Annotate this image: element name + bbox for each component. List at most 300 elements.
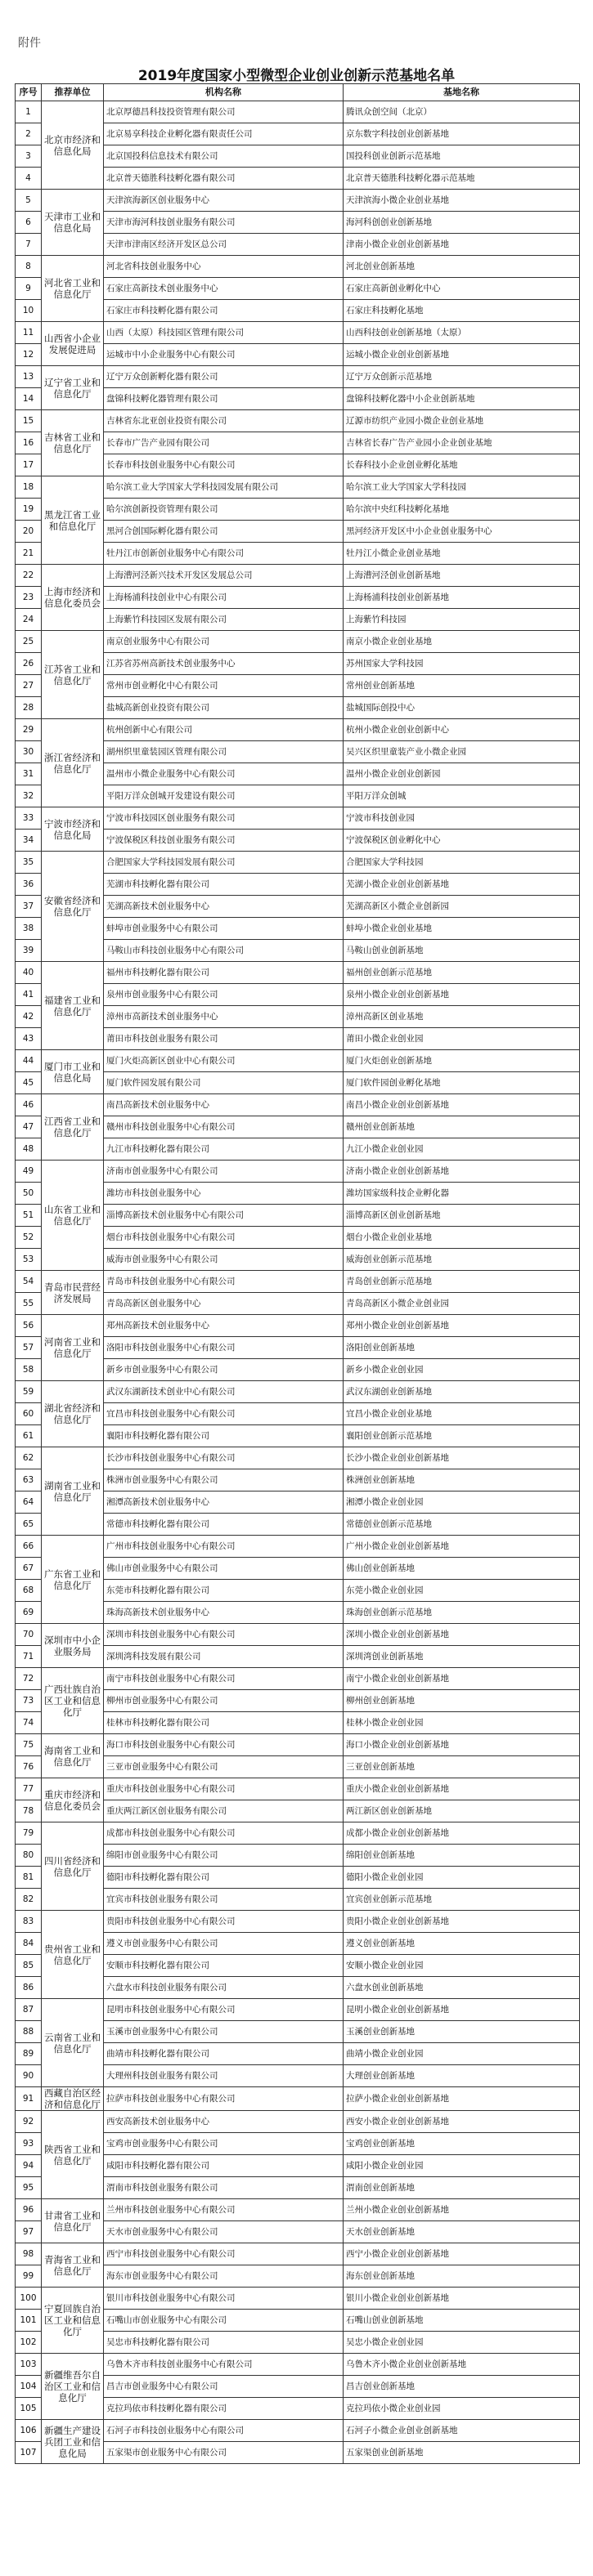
row-serial: 82 [16,1889,42,1911]
base-name-cell: 西宁小微企业创业创新基地 [344,2243,580,2265]
recommender-cell: 广西壮族自治区工业和信息化厅 [42,1668,104,1734]
table-row [16,410,580,432]
institution-cell: 洛阳市科技创业服务中心有限公司 [104,1337,344,1359]
institution-cell: 六盘水市科技创业服务有限公司 [104,1977,344,1999]
base-name-cell: 杭州小微企业创业创新中心 [344,719,580,741]
base-name-cell: 安顺小微企业创业园 [344,1955,580,1977]
header-base: 基地名称 [344,84,580,101]
base-name-cell: 石家庄高新创业孵化中心 [344,278,580,300]
base-name-cell: 洛阳创业创新基地 [344,1337,580,1359]
institution-cell: 深圳市科技创业服务中心有限公司 [104,1624,344,1646]
institution-cell: 西安高新技术创业服务中心 [104,2111,344,2133]
recommender-cell: 吉林省工业和信息化厅 [42,410,104,476]
table-row [16,1911,580,1933]
institution-cell: 株洲市创业服务中心有限公司 [104,1469,344,1491]
row-serial: 62 [16,1447,42,1469]
recommender-cell: 安徽省经济和信息化厅 [42,852,104,962]
row-serial: 79 [16,1822,42,1845]
row-serial: 72 [16,1668,42,1690]
institution-cell: 银川市科技创业服务中心有限公司 [104,2288,344,2310]
base-name-cell: 京东数字科技创业创新基地 [344,123,580,145]
institution-cell: 郑州高新技术创业服务中心 [104,1315,344,1337]
row-serial: 54 [16,1271,42,1293]
base-name-cell: 黑河经济开发区中小企业创业服务中心 [344,521,580,543]
base-name-cell: 珠海创业创新示范基地 [344,1602,580,1624]
base-name-cell: 大理创业创新基地 [344,2065,580,2087]
recommender-cell: 天津市工业和信息化局 [42,190,104,256]
base-name-cell: 宁波市科技创业园 [344,807,580,830]
base-name-cell: 威海创业创新示范基地 [344,1249,580,1271]
row-serial: 66 [16,1536,42,1558]
institution-cell: 德阳市科技孵化器有限公司 [104,1867,344,1889]
row-serial: 34 [16,830,42,852]
recommender-cell: 四川省经济和信息化厅 [42,1822,104,1911]
table-row [16,322,580,344]
institution-cell: 玉溪市创业服务中心有限公司 [104,2021,344,2043]
institution-cell: 烟台市科技创业服务中心有限公司 [104,1227,344,1249]
base-name-cell: 成都小微企业创业创新基地 [344,1822,580,1845]
row-serial: 88 [16,2021,42,2043]
base-name-cell: 盘锦科技孵化器中小企业创新基地 [344,388,580,410]
base-name-cell: 五家渠创业创新基地 [344,2442,580,2464]
institution-cell: 天津市海河科技创业服务有限公司 [104,212,344,234]
row-serial: 81 [16,1867,42,1889]
institution-cell: 温州市小微企业服务中心有限公司 [104,763,344,785]
base-name-cell: 重庆小微企业创业创新基地 [344,1778,580,1800]
row-serial: 41 [16,984,42,1006]
table-row [16,1161,580,1183]
institution-cell: 福州市科技孵化器有限公司 [104,962,344,984]
institution-cell: 宜宾市科技创业服务有限公司 [104,1889,344,1911]
row-serial: 23 [16,587,42,609]
base-name-cell: 厦门火炬创业创新基地 [344,1050,580,1072]
institution-cell: 潍坊市科技创业服务中心 [104,1183,344,1205]
row-serial: 40 [16,962,42,984]
institution-cell: 长春市广告产业园有限公司 [104,432,344,454]
base-name-cell: 盐城国际创投中心 [344,697,580,719]
table-row [16,2354,580,2376]
recommender-cell: 云南省工业和信息化厅 [42,1999,104,2087]
base-name-cell: 河北创业创新基地 [344,256,580,278]
base-name-cell: 绵阳创业创新基地 [344,1845,580,1867]
base-name-cell: 深圳小微企业创业创新基地 [344,1624,580,1646]
institution-cell: 北京普天德胜科技孵化器有限公司 [104,168,344,190]
institution-cell: 昆明市科技创业服务中心有限公司 [104,1999,344,2021]
base-name-cell: 遵义创业创新基地 [344,1933,580,1955]
row-serial: 97 [16,2221,42,2243]
row-serial: 63 [16,1469,42,1491]
institution-cell: 渭南市科技创业服务有限公司 [104,2177,344,2199]
institution-cell: 石嘴山市创业服务中心有限公司 [104,2310,344,2332]
base-name-cell: 咸阳小微企业创业园 [344,2155,580,2177]
row-serial: 58 [16,1359,42,1381]
base-name-cell: 三亚创业创新基地 [344,1756,580,1778]
base-name-cell: 马鞍山创业创新基地 [344,940,580,962]
recommender-cell: 上海市经济和信息化委员会 [42,565,104,631]
document-title: 2019年度国家小型微型企业创业创新示范基地名单 [137,68,456,84]
institution-cell: 北京国投科信息技术有限公司 [104,145,344,168]
base-name-cell: 海口小微企业创业创新基地 [344,1734,580,1756]
institution-cell: 江苏省苏州高新技术创业服务中心 [104,653,344,675]
institution-cell: 合肥国家大学科技园发展有限公司 [104,852,344,874]
institution-cell: 昌吉市创业服务中心有限公司 [104,2376,344,2398]
row-serial: 38 [16,918,42,940]
recommender-cell: 宁夏回族自治区工业和信息化厅 [42,2288,104,2354]
base-name-cell: 潍坊国家级科技企业孵化器 [344,1183,580,1205]
base-name-cell: 温州小微企业创业创新园 [344,763,580,785]
base-name-cell: 襄阳创业创新示范基地 [344,1425,580,1447]
row-serial: 103 [16,2354,42,2376]
base-name-cell: 曲靖小微企业创业园 [344,2043,580,2065]
base-name-cell: 乌鲁木齐小微企业创业创新基地 [344,2354,580,2376]
base-name-cell: 北京普天德胜科技孵化器示范基地 [344,168,580,190]
recommender-cell: 重庆市经济和信息化委员会 [42,1778,104,1822]
base-name-cell: 渭南创业创新基地 [344,2177,580,2199]
institution-cell: 杭州创新中心有限公司 [104,719,344,741]
institution-cell: 常德市科技孵化器有限公司 [104,1514,344,1536]
recommender-cell: 湖北省经济和信息化厅 [42,1381,104,1447]
row-serial: 19 [16,499,42,521]
institution-cell: 山西（太原）科技园区管理有限公司 [104,322,344,344]
row-serial: 96 [16,2199,42,2221]
row-serial: 52 [16,1227,42,1249]
base-name-cell: 平阳万洋众创城 [344,785,580,807]
institution-cell: 南宁市科技创业服务中心有限公司 [104,1668,344,1690]
institution-cell: 青岛市科技创业服务中心有限公司 [104,1271,344,1293]
row-serial: 56 [16,1315,42,1337]
base-name-cell: 上海杨浦科技创业创新基地 [344,587,580,609]
base-name-cell: 苏州国家大学科技园 [344,653,580,675]
table-row [16,852,580,874]
institution-cell: 佛山市创业服务中心有限公司 [104,1558,344,1580]
base-name-cell: 吴忠小微企业创业园 [344,2332,580,2354]
base-name-cell: 石嘴山创业创新基地 [344,2310,580,2332]
recommender-cell: 青岛市民营经济发展局 [42,1271,104,1315]
base-name-cell: 青岛高新区小微企业创业园 [344,1293,580,1315]
row-serial: 104 [16,2376,42,2398]
row-serial: 74 [16,1712,42,1734]
recommender-cell: 宁波市经济和信息化局 [42,807,104,852]
row-serial: 59 [16,1381,42,1403]
row-serial: 68 [16,1580,42,1602]
institution-cell: 襄阳市科技孵化器有限公司 [104,1425,344,1447]
base-name-cell: 哈尔滨工业大学国家大学科技园 [344,476,580,499]
table-row [16,2420,580,2442]
row-serial: 71 [16,1646,42,1668]
row-serial: 36 [16,874,42,896]
recommender-cell: 浙江省经济和信息化厅 [42,719,104,807]
row-serial: 5 [16,190,42,212]
institution-cell: 威海市创业服务中心有限公司 [104,1249,344,1271]
table-header-row [16,84,580,101]
base-name-cell: 拉萨小微企业创业创新基地 [344,2087,580,2111]
row-serial: 91 [16,2087,42,2111]
row-serial: 48 [16,1138,42,1161]
row-serial: 70 [16,1624,42,1646]
table-row [16,366,580,388]
recommender-cell: 贵州省工业和信息化厅 [42,1911,104,1999]
row-serial: 84 [16,1933,42,1955]
institution-cell: 哈尔滨工业大学国家大学科技园发展有限公司 [104,476,344,499]
institution-cell: 咸阳市科技孵化器有限公司 [104,2155,344,2177]
institution-cell: 淄博高新技术创业服务中心有限公司 [104,1205,344,1227]
base-name-cell: 国投科创业创新示范基地 [344,145,580,168]
row-serial: 99 [16,2265,42,2288]
row-serial: 22 [16,565,42,587]
table-row [16,256,580,278]
institution-cell: 贵阳市科技创业服务中心有限公司 [104,1911,344,1933]
row-serial: 42 [16,1006,42,1028]
institution-cell: 新乡市创业服务中心有限公司 [104,1359,344,1381]
row-serial: 93 [16,2133,42,2155]
recommender-cell: 江苏省工业和信息化厅 [42,631,104,719]
base-name-cell: 赣州创业创新基地 [344,1116,580,1138]
institution-cell: 天水市创业服务中心有限公司 [104,2221,344,2243]
recommender-cell: 厦门市工业和信息化局 [42,1050,104,1094]
row-serial: 78 [16,1800,42,1822]
row-serial: 39 [16,940,42,962]
institution-cell: 海口市科技创业服务中心有限公司 [104,1734,344,1756]
base-name-cell: 津南小微企业创业创新基地 [344,234,580,256]
institution-cell: 遵义市创业服务中心有限公司 [104,1933,344,1955]
base-name-cell: 天水创业创新基地 [344,2221,580,2243]
recommender-cell: 辽宁省工业和信息化厅 [42,366,104,410]
row-serial: 101 [16,2310,42,2332]
demo-base-table [15,83,580,2464]
institution-cell: 盐城高新创业投资有限公司 [104,697,344,719]
row-serial: 10 [16,300,42,322]
institution-cell: 平阳万洋众创城开发建设有限公司 [104,785,344,807]
table-row [16,2288,580,2310]
table-row [16,2111,580,2133]
table-row [16,1447,580,1469]
base-name-cell: 济南小微企业创业创新基地 [344,1161,580,1183]
base-name-cell: 莆田小微企业创业园 [344,1028,580,1050]
institution-cell: 常州市创业孵化中心有限公司 [104,675,344,697]
institution-cell: 牡丹江市创新创业服务中心有限公司 [104,543,344,565]
base-name-cell: 南宁小微企业创业创新基地 [344,1668,580,1690]
table-row [16,1999,580,2021]
row-serial: 29 [16,719,42,741]
row-serial: 50 [16,1183,42,1205]
institution-cell: 湖州织里童装园区管理有限公司 [104,741,344,763]
institution-cell: 武汉东湖新技术创业中心有限公司 [104,1381,344,1403]
base-name-cell: 福州创业创新示范基地 [344,962,580,984]
institution-cell: 拉萨市科技创业服务中心有限公司 [104,2087,344,2111]
institution-cell: 青岛高新区创业服务中心 [104,1293,344,1315]
recommender-cell: 湖南省工业和信息化厅 [42,1447,104,1536]
row-serial: 44 [16,1050,42,1072]
institution-cell: 宝鸡市创业服务中心有限公司 [104,2133,344,2155]
base-name-cell: 两江新区创业创新基地 [344,1800,580,1822]
table-row [16,1094,580,1116]
base-name-cell: 郑州小微企业创业创新基地 [344,1315,580,1337]
recommender-cell: 河北省工业和信息化厅 [42,256,104,322]
base-name-cell: 上海漕河泾创业创新基地 [344,565,580,587]
row-serial: 9 [16,278,42,300]
base-name-cell: 九江小微企业创业园 [344,1138,580,1161]
base-name-cell: 宜宾创业创新示范基地 [344,1889,580,1911]
institution-cell: 深圳湾科技发展有限公司 [104,1646,344,1668]
recommender-cell: 河南省工业和信息化厅 [42,1315,104,1381]
row-serial: 102 [16,2332,42,2354]
base-name-cell: 泉州小微企业创业创新基地 [344,984,580,1006]
row-serial: 64 [16,1491,42,1514]
table-row [16,1315,580,1337]
base-name-cell: 克拉玛依小微企业创业园 [344,2398,580,2420]
recommender-cell: 西藏自治区经济和信息化厅 [42,2087,104,2111]
base-name-cell: 漳州高新区创业基地 [344,1006,580,1028]
institution-cell: 柳州市创业服务中心有限公司 [104,1690,344,1712]
row-serial: 106 [16,2420,42,2442]
base-name-cell: 上海紫竹科技园 [344,609,580,631]
recommender-cell: 山西省小企业发展促进局 [42,322,104,366]
table-row [16,1271,580,1293]
row-serial: 4 [16,168,42,190]
base-name-cell: 桂林小微企业创业园 [344,1712,580,1734]
row-serial: 75 [16,1734,42,1756]
institution-cell: 上海紫竹科技园区发展有限公司 [104,609,344,631]
institution-cell: 赣州市科技创业服务中心有限公司 [104,1116,344,1138]
institution-cell: 宜昌市科技创业服务中心有限公司 [104,1403,344,1425]
row-serial: 25 [16,631,42,653]
base-name-cell: 常州创业创新基地 [344,675,580,697]
row-serial: 31 [16,763,42,785]
base-name-cell: 烟台小微企业创业基地 [344,1227,580,1249]
institution-cell: 河北省科技创业服务中心 [104,256,344,278]
recommender-cell: 深圳市中小企业服务局 [42,1624,104,1668]
institution-cell: 石家庄市科技孵化器有限公司 [104,300,344,322]
institution-cell: 吉林省东北亚创业投资有限公司 [104,410,344,432]
base-name-cell: 辽宁万众创新示范基地 [344,366,580,388]
institution-cell: 哈尔滨创新投资管理有限公司 [104,499,344,521]
row-serial: 55 [16,1293,42,1315]
base-name-cell: 吴兴区织里童装产业小微企业园 [344,741,580,763]
row-serial: 89 [16,2043,42,2065]
row-serial: 61 [16,1425,42,1447]
table-row [16,1668,580,1690]
row-serial: 45 [16,1072,42,1094]
row-serial: 83 [16,1911,42,1933]
base-name-cell: 长沙小微企业创业创新基地 [344,1447,580,1469]
row-serial: 30 [16,741,42,763]
base-name-cell: 蚌埠小微企业创业基地 [344,918,580,940]
table-row [16,2243,580,2265]
institution-cell: 石家庄高新技术创业服务中心 [104,278,344,300]
base-name-cell: 哈尔滨中央红科技孵化基地 [344,499,580,521]
base-name-cell: 合肥国家大学科技园 [344,852,580,874]
institution-cell: 三亚市创业服务中心有限公司 [104,1756,344,1778]
institution-cell: 广州市科技创业服务中心有限公司 [104,1536,344,1558]
table-row [16,2087,580,2111]
base-name-cell: 芜湖高新区小微企业创新园 [344,896,580,918]
table-row [16,1050,580,1072]
row-serial: 20 [16,521,42,543]
base-name-cell: 银川小微企业创业创新基地 [344,2288,580,2310]
table-row [16,1822,580,1845]
recommender-cell: 江西省工业和信息化厅 [42,1094,104,1161]
row-serial: 87 [16,1999,42,2021]
base-name-cell: 德阳小微企业创业园 [344,1867,580,1889]
table-row [16,1381,580,1403]
institution-cell: 天津滨海新区创业服务中心 [104,190,344,212]
recommender-cell: 新疆生产建设兵团工业和信息化局 [42,2420,104,2464]
institution-cell: 东莞市科技孵化器有限公司 [104,1580,344,1602]
row-serial: 47 [16,1116,42,1138]
row-serial: 37 [16,896,42,918]
row-serial: 85 [16,1955,42,1977]
institution-cell: 曲靖市科技孵化器有限公司 [104,2043,344,2065]
row-serial: 17 [16,454,42,476]
table-row [16,807,580,830]
row-serial: 76 [16,1756,42,1778]
base-name-cell: 西安小微企业创业创新基地 [344,2111,580,2133]
institution-cell: 漳州市高新技术创业服务中心 [104,1006,344,1028]
base-name-cell: 吉林省长春广告产业园小企业创业基地 [344,432,580,454]
base-name-cell: 石河子小微企业创业创新基地 [344,2420,580,2442]
institution-cell: 克拉玛依市科技孵化器有限公司 [104,2398,344,2420]
row-serial: 43 [16,1028,42,1050]
table-row [16,476,580,499]
row-serial: 18 [16,476,42,499]
row-serial: 51 [16,1205,42,1227]
base-name-cell: 宝鸡创业创新基地 [344,2133,580,2155]
table-row [16,101,580,123]
institution-cell: 芜湖市科技孵化器有限公司 [104,874,344,896]
base-name-cell: 兰州小微企业创业创新基地 [344,2199,580,2221]
table-row [16,565,580,587]
base-name-cell: 辽源市纺织产业园小微企业创业基地 [344,410,580,432]
row-serial: 26 [16,653,42,675]
institution-cell: 成都市科技创业服务中心有限公司 [104,1822,344,1845]
row-serial: 2 [16,123,42,145]
base-name-cell: 武汉东湖创业创新基地 [344,1381,580,1403]
institution-cell: 重庆两江新区创业服务有限公司 [104,1800,344,1822]
institution-cell: 绵阳市创业服务中心有限公司 [104,1845,344,1867]
institution-cell: 辽宁万众创新孵化器有限公司 [104,366,344,388]
recommender-cell: 北京市经济和信息化局 [42,101,104,190]
row-serial: 33 [16,807,42,830]
base-name-cell: 海东创业创新基地 [344,2265,580,2288]
base-name-cell: 东莞小微企业创业园 [344,1580,580,1602]
institution-cell: 乌鲁木齐市科技创业服务中心有限公司 [104,2354,344,2376]
table-row [16,719,580,741]
institution-cell: 北京厚德昌科技投资管理有限公司 [104,101,344,123]
table-row [16,1778,580,1800]
table-row [16,190,580,212]
recommender-cell: 广东省工业和信息化厅 [42,1536,104,1624]
recommender-cell: 黑龙江省工业和信息化厅 [42,476,104,565]
recommender-cell: 甘肃省工业和信息化厅 [42,2199,104,2243]
annex-label: 附件 [18,37,41,50]
recommender-cell: 青海省工业和信息化厅 [42,2243,104,2288]
institution-cell: 重庆市科技创业服务中心有限公司 [104,1778,344,1800]
institution-cell: 泉州市创业服务中心有限公司 [104,984,344,1006]
base-name-cell: 株洲创业创新基地 [344,1469,580,1491]
base-name-cell: 海河科创创业创新基地 [344,212,580,234]
row-serial: 100 [16,2288,42,2310]
base-name-cell: 青岛创业创新示范基地 [344,1271,580,1293]
table-row [16,1536,580,1558]
row-serial: 14 [16,388,42,410]
base-name-cell: 湘潭小微企业创业园 [344,1491,580,1514]
base-name-cell: 淄博高新区创业创新基地 [344,1205,580,1227]
row-serial: 92 [16,2111,42,2133]
base-name-cell: 新乡小微企业创业园 [344,1359,580,1381]
recommender-cell: 新疆维吾尔自治区工业和信息化厅 [42,2354,104,2420]
base-name-cell: 天津滨海小微企业创业基地 [344,190,580,212]
row-serial: 98 [16,2243,42,2265]
